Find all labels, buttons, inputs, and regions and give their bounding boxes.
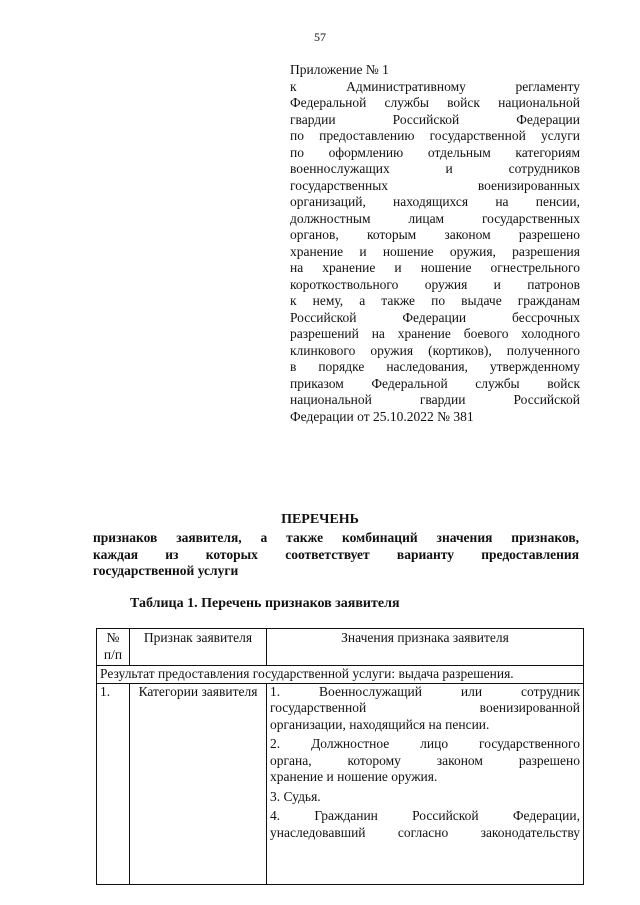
- page-number: 57: [314, 30, 326, 44]
- appendix-line: клинкового оружия (кортиков), полученного: [290, 342, 580, 358]
- attribute-value-item: [270, 808, 580, 841]
- table-title: Таблица 1. Перечень признаков заявителя: [130, 596, 400, 611]
- subheading-line: государственной услуги: [93, 563, 239, 578]
- appendix-line: гвардии Российской Федерации: [290, 111, 580, 127]
- appendix-line: в порядке наследования, утвержденному: [290, 359, 580, 374]
- attribute-value-item: [270, 736, 580, 786]
- header-values: Значения признака заявителя: [267, 629, 584, 666]
- subheading-line: признаков заявителя, а также комбинаций значения признаков,: [93, 530, 579, 545]
- applicant-attributes-table: [96, 628, 584, 885]
- appendix-line: Приложение № 1: [290, 62, 389, 77]
- appendix-line: к Административному регламенту: [290, 78, 580, 94]
- appendix-line: военнослужащих и сотрудников: [290, 161, 580, 176]
- attribute-value-line: 1. Военнослужащий или сотрудник: [270, 683, 580, 699]
- table-header-row: [97, 629, 584, 666]
- appendix-line: к нему, а также по выдаче гражданам: [290, 293, 580, 308]
- appendix-line: Федерации от 25.10.2022 № 381: [290, 408, 474, 424]
- attribute-value-line: 3. Судья.: [270, 788, 321, 804]
- row-attribute: Категории заявителя: [130, 683, 267, 884]
- header-attribute: Признак заявителя: [130, 629, 267, 666]
- attribute-value-line: 4. Гражданин Российской Федерации,: [270, 808, 580, 823]
- appendix-line: разрешений на хранение боевого холодного: [290, 326, 580, 341]
- table-row: [97, 683, 584, 884]
- document-heading: ПЕРЕЧЕНЬ: [281, 512, 359, 527]
- row-values: [267, 683, 584, 884]
- attribute-value-item: [270, 684, 580, 734]
- appendix-line: хранение и ношение оружия, разрешения: [290, 243, 580, 259]
- appendix-line: приказом Федеральной службы войск: [290, 375, 580, 391]
- appendix-line: по оформлению отдельным категориям: [290, 144, 580, 160]
- appendix-line: органов, которым законом разрешено: [290, 227, 580, 242]
- attribute-value-line: 2. Должностное лицо государственного: [270, 736, 580, 751]
- subheading-line: каждая из которых соответствует варианту предоставления: [93, 546, 579, 562]
- appendix-line: на хранение и ношение огнестрельного: [290, 260, 580, 275]
- appendix-line: национальной гвардии Российской: [290, 392, 580, 407]
- attribute-value-line: органа, которому законом разрешено: [270, 752, 580, 768]
- appendix-block: [290, 62, 580, 425]
- appendix-line: организаций, находящихся на пенсии,: [290, 194, 580, 209]
- appendix-line: государственных военизированных: [290, 177, 580, 193]
- appendix-line: короткоствольного оружия и патронов: [290, 276, 580, 292]
- attribute-value-line: государственной военизированной: [270, 700, 580, 715]
- appendix-line: Федеральной службы войск национальной: [290, 95, 580, 110]
- appendix-line: должностным лицам государственных: [290, 210, 580, 226]
- header-number: № п/п: [97, 629, 130, 666]
- attribute-value-item: [270, 789, 580, 806]
- result-cell: Результат предоставления государственной услуги: выдача разрешения.: [97, 666, 584, 684]
- row-number: 1.: [97, 683, 130, 884]
- result-row: [97, 666, 584, 684]
- attribute-value-line: хранение и ношение оружия.: [270, 769, 438, 784]
- document-subheading: [93, 530, 579, 580]
- attribute-value-line: унаследовавший согласно законодательству: [270, 824, 580, 840]
- attribute-value-line: организации, находящийся на пенсии.: [270, 716, 490, 732]
- appendix-line: по предоставлению государственной услуги: [290, 128, 580, 143]
- appendix-line: Российской Федерации бессрочных: [290, 309, 580, 325]
